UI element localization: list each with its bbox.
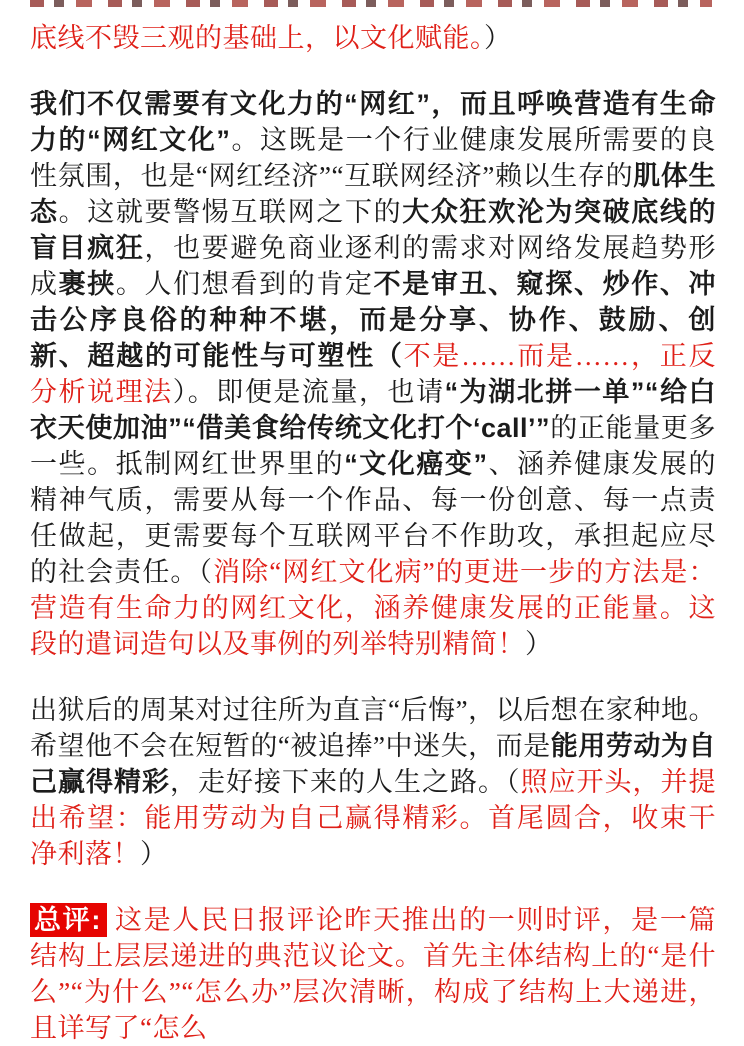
text-run: 的正能量更多一些。抵制网红世界里的: [30, 413, 717, 479]
text-run: 、涵养健康发展的精神气质，需要从每一个作品、每一份创意、每一点责任做起，更需要每个互联网平台不作助攻，承担起应尽的社会责任。（: [30, 449, 716, 587]
text-run: 。这既是一个行业健康发展所需要的良性氛围，也是“网红经济”“互联网经济”赖以生存的: [30, 125, 716, 191]
text-run: 不是……而是……，正反分析说理法: [30, 341, 717, 407]
paragraph-conclusion-zhou: [30, 692, 716, 872]
text-run: 大众狂欢沦为突破底线的盲目疯狂: [30, 197, 717, 263]
text-run: ，走好接下来的人生之路。（: [170, 767, 521, 797]
text-run: 这是人民日报评论昨天推出的一则时评，是一篇结构上层层递进的典范议论文。首先主体结构上的“是什么”“为什么”“怎么办”层次清晰，构成了结构上大递进，且详写了“怎么: [30, 905, 716, 1043]
text-run: ，也要避免商业逐利的需求对网络发展趋势形成: [30, 233, 717, 299]
text-run: 。这就要警惕互联网之下的: [58, 197, 403, 227]
overall-comment-label: 总评:: [30, 903, 107, 937]
text-run: ）。即便是流量，也请: [172, 377, 445, 407]
text-run: 我们不仅需要有文化力的“网红”，而且呼唤营造有生命力的“网红文化”: [30, 89, 716, 155]
text-run: 消除“网红文化病”的更进一步的方法是：营造有生命力的网红文化，涵养健康发展的正能量。这段的遣词造句以及事例的列举特别精简！: [30, 557, 717, 659]
text-run: 裹挟: [58, 269, 116, 299]
text-run: “为湖北拼一单”“给白衣天使加油”“借美食给传统文化打个‘call’”: [30, 377, 717, 443]
text-run: 。人们想看到的肯定: [115, 269, 374, 299]
paragraph-intro-annotation-end: [30, 20, 716, 56]
text-run: ）: [140, 839, 168, 869]
paragraph-overall-comment: [30, 902, 716, 1046]
text-run: 出狱后的周某对过往所为直言“后悔”，以后想在家种地。希望他不会在短暂的“被追捧”中迷失，而是: [30, 695, 716, 761]
clipped-line-fragment: [30, 0, 712, 7]
document-body: [30, 20, 716, 1046]
text-run: 照应开头，并提出希望：能用劳动为自己赢得精彩。首尾圆合，收束干净利落！: [30, 767, 716, 869]
text-run: 肌体生态: [30, 161, 717, 227]
text-run: 不是审丑、窥探、炒作、冲击公序良俗的种种不堪，而是分享、协作、鼓励、创新、超越的可能性与可塑性（: [30, 269, 717, 371]
text-run: 能用劳动为自己赢得精彩: [30, 731, 717, 797]
text-run: “文化癌变”: [344, 449, 488, 479]
text-run: 底线不毁三观的基础上，以文化赋能。: [30, 23, 484, 53]
paragraph-body-wanghong-culture: [30, 86, 716, 662]
text-run: ）: [525, 629, 553, 659]
text-run: ）: [484, 23, 512, 53]
